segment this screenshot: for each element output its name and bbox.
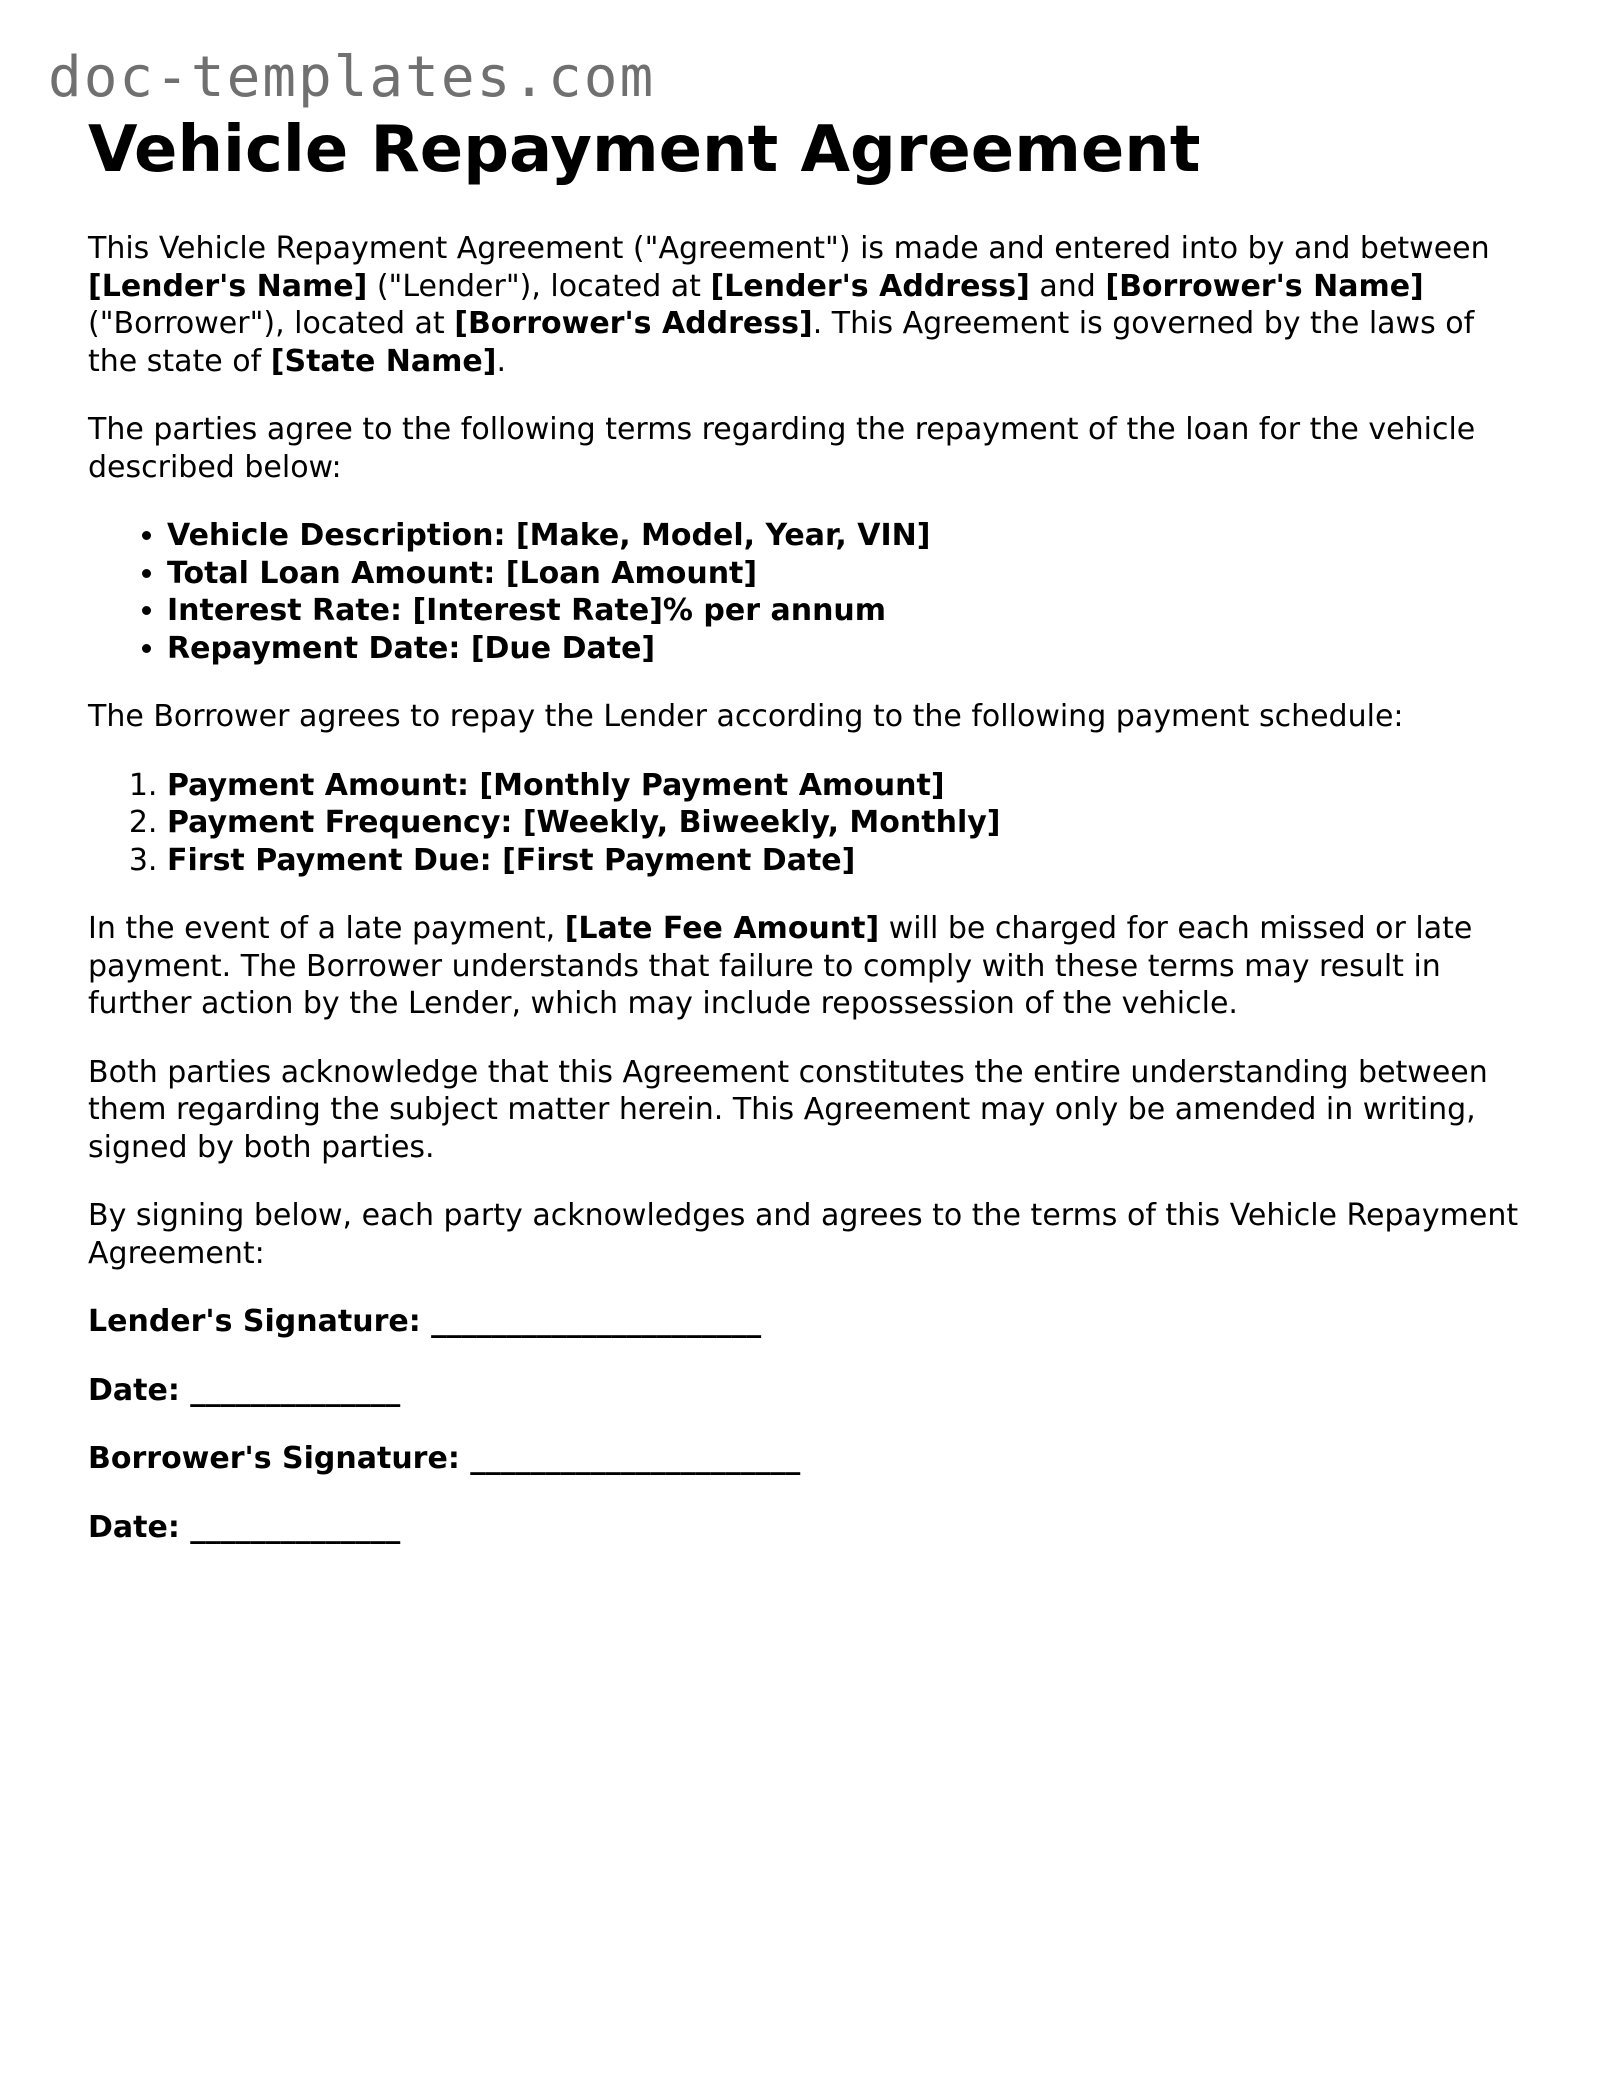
vehicle-terms-list [88, 517, 1528, 667]
agreement-document [88, 108, 1528, 1577]
term-repayment-date: • Repayment Date: [Due Date] [167, 630, 1528, 668]
borrower-name-placeholder: [Borrower's Name] [1105, 268, 1424, 304]
intro-text: . This Agreement is governed by the laws of the state of [88, 306, 1475, 379]
lender-name-placeholder: [Lender's Name] [88, 268, 368, 304]
term-interest-rate: • Interest Rate: [Interest Rate]% per annum [167, 592, 1528, 630]
term-total-loan-amount: • Total Loan Amount: [Loan Amount] [167, 555, 1528, 593]
borrower-date-line: Date: ______________ [88, 1509, 401, 1545]
signing-intro-paragraph: By signing below, each party acknowledges and agrees to the terms of this Vehicle Repayment Agreement: [88, 1198, 1519, 1271]
lender-address-placeholder: [Lender's Address] [710, 268, 1030, 304]
lender-date-line: Date: ______________ [88, 1372, 401, 1408]
terms-intro-paragraph: The parties agree to the following terms regarding the repayment of the loan for the vehicle described below: [88, 412, 1476, 485]
entire-agreement-paragraph: Both parties acknowledge that this Agreement constitutes the entire understanding between them regarding the subject matter herein. This Agreement may only be amended in writing, signed by both parties. [88, 1054, 1488, 1165]
schedule-payment-frequency: 2. Payment Frequency: [Weekly, Biweekly, Monthly] [167, 804, 1528, 842]
late-text: will be charged for each missed or late payment. The Borrower understands that failure to comply with these terms may result in further action by the Lender, which may include repossession of the vehicle. [88, 911, 1473, 1021]
late-payment-paragraph [88, 910, 1528, 1023]
late-text: In the event of a late payment, [88, 911, 565, 946]
term-vehicle-description: • Vehicle Description: [Make, Model, Year, VIN] [167, 517, 1528, 555]
document-title: Vehicle Repayment Agreement [88, 113, 1201, 187]
intro-text: and [1029, 268, 1106, 304]
borrower-address-placeholder: [Borrower's Address] [454, 306, 813, 341]
intro-text: ("Borrower"), located at [88, 306, 455, 341]
schedule-first-payment-due: 3. First Payment Due: [First Payment Date] [167, 842, 1528, 880]
intro-text: This Vehicle Repayment Agreement ("Agreement") is made and entered into by and between [88, 231, 1490, 266]
schedule-intro-paragraph: The Borrower agrees to repay the Lender according to the following payment schedule: [88, 699, 1404, 734]
state-name-placeholder: [State Name] [270, 343, 497, 379]
schedule-payment-amount: 1. Payment Amount: [Monthly Payment Amount] [167, 767, 1528, 805]
intro-paragraph [88, 230, 1528, 380]
intro-text: . [496, 343, 507, 379]
borrower-signature-line: Borrower's Signature: ______________________ [88, 1441, 801, 1476]
late-fee-placeholder: [Late Fee Amount] [564, 911, 880, 946]
site-watermark: doc-templates.com [48, 45, 656, 110]
intro-text: ("Lender"), located at [367, 268, 711, 304]
lender-signature-line: Lender's Signature: ______________________ [88, 1304, 762, 1339]
payment-schedule-list [88, 767, 1528, 880]
